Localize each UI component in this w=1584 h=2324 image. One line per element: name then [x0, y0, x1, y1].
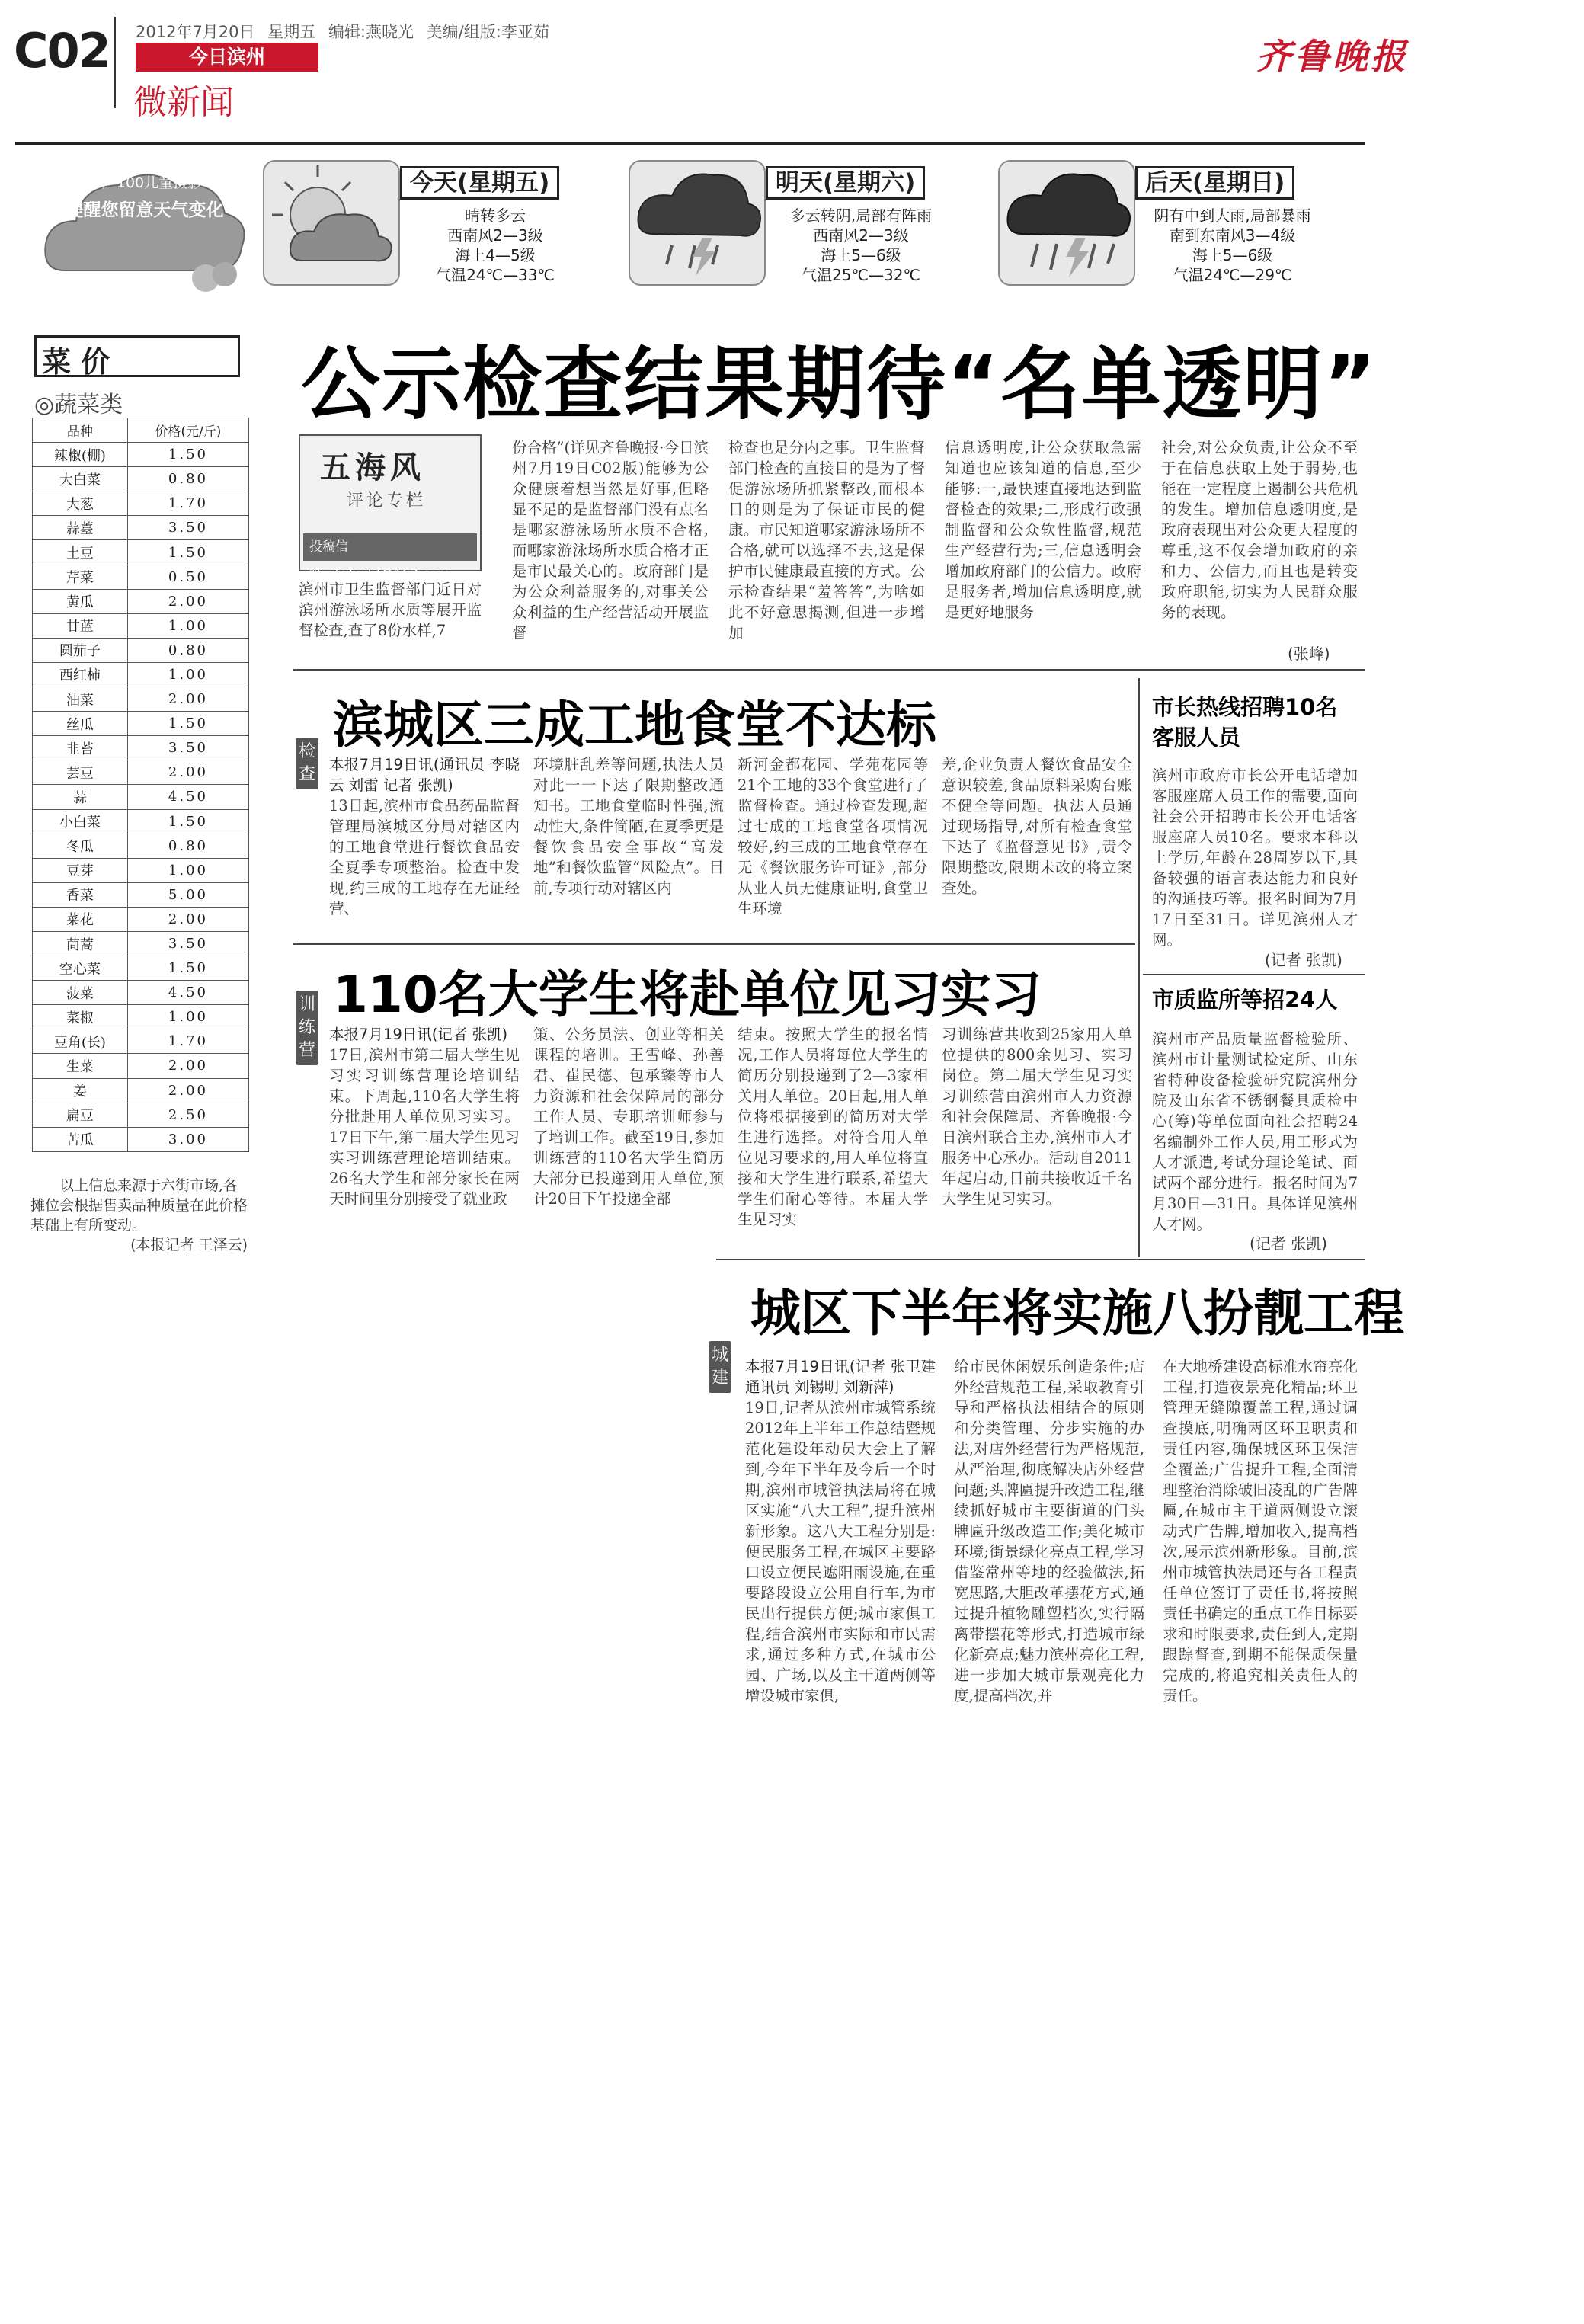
- price-row: [33, 834, 249, 858]
- price-row: [33, 1054, 249, 1078]
- weather-detail-day-after: [1139, 206, 1326, 285]
- page-number: C02: [14, 23, 110, 78]
- price-table-body: [33, 443, 249, 1152]
- price-item: 空心菜: [33, 956, 128, 981]
- price-row: [33, 443, 249, 467]
- price-row: [33, 785, 249, 809]
- price-row: [33, 1029, 249, 1054]
- price-item: 油菜: [33, 687, 128, 712]
- headline-city-projects: 城区下半年将实施八扮靓工程: [750, 1284, 1404, 1343]
- newspaper-logo: 齐鲁晚报: [1256, 36, 1409, 77]
- article2-tag: 检查: [296, 738, 318, 789]
- price-row: [33, 931, 249, 956]
- article4-col: 在大地桥建设高标准水帘亮化工程,打造夜景亮化精品;环卫管理无缝隙覆盖工程,通过调查摸底,明确两区环卫职责和责任内容,确保城区环卫保洁全覆盖;广告提升工程,全面清理整治消除破旧凌乱的广告牌匾,在城市主干道两侧设立滚动式广告牌,增加收入,提高档次,展示滨州新形象。目前,滨州市城管执法局还与各工程责任单位签订了责任书,将按照责任书确定的重点工作目标要求和时限要求,责任到人,定期跟踪督查,到期不能保质保量完成的,将追究相关责任人的责任。: [1163, 1358, 1358, 1705]
- price-item: 蒜薹: [33, 516, 128, 540]
- price-item: 菜花: [33, 907, 128, 931]
- price-value: 1.00: [127, 662, 248, 687]
- article3-tag: 训练营: [296, 991, 318, 1065]
- section-tag: 今日滨州: [136, 43, 318, 72]
- headline-students: 110名大学生将赴单位见习实习: [333, 965, 1042, 1024]
- badge-subtitle: 提醒您留意天气变化: [66, 200, 224, 220]
- section-subtitle: 微新闻: [133, 83, 234, 122]
- price-row: [33, 907, 249, 931]
- price-value: 5.00: [127, 882, 248, 907]
- sun-cloud-icon: [264, 162, 398, 284]
- price-value: 1.00: [127, 858, 248, 882]
- rain-cloud-icon: [630, 162, 764, 284]
- design-credit: 美编/组版:李亚茹: [426, 23, 549, 41]
- price-value: 4.50: [127, 981, 248, 1005]
- article2-col: 差,企业负责人餐饮食品安全意识较差,食品原料采购台账不健全等问题。执法人员通过现场指导,对所有检查食堂下达了《监督意见书》,责令限期整改,限期未改的将立案查处。: [942, 756, 1132, 897]
- price-value: 1.50: [127, 809, 248, 834]
- price-row: [33, 1127, 249, 1151]
- price-value: 2.00: [127, 1054, 248, 1078]
- price-item: 韭苔: [33, 736, 128, 760]
- section-rule: [293, 669, 1365, 671]
- weather-icon-today: [263, 160, 400, 286]
- price-row: [33, 956, 249, 981]
- price-item: 大白菜: [33, 467, 128, 491]
- price-value: 3.50: [127, 931, 248, 956]
- price-value: 3.50: [127, 736, 248, 760]
- price-item: 芹菜: [33, 565, 128, 589]
- price-item: 豆芽: [33, 858, 128, 882]
- sidebar1-credit: (记者 张凯): [1265, 951, 1342, 969]
- weather-day-after: 后天(星期日): [1135, 166, 1294, 200]
- sidebar2-headline: 市质监所等招24人: [1152, 987, 1338, 1013]
- sidebar2-credit: (记者 张凯): [1250, 1234, 1327, 1253]
- issue-date: 2012年7月20日: [136, 23, 255, 41]
- price-value: 2.00: [127, 687, 248, 712]
- weather-line: 气温24℃—33℃: [436, 266, 555, 284]
- price-header-price: 价格(元/斤): [127, 418, 248, 443]
- column-subtitle: 评论专栏: [347, 491, 427, 511]
- price-row: [33, 1005, 249, 1029]
- price-title: 菜 价: [42, 345, 110, 379]
- price-item: 苦瓜: [33, 1127, 128, 1151]
- weather-day-tomorrow: 明天(星期六): [766, 166, 925, 200]
- price-row: [33, 638, 249, 662]
- editor-credit: 编辑:燕晓光: [328, 23, 414, 41]
- article2-col-text: 13日起,滨州市食品药品监督管理局滨城区分局对辖区内的工地食堂进行餐饮食品安全夏季专项整治。检查中发现,约三成的工地存在无证经营、: [329, 797, 520, 917]
- price-value: 1.70: [127, 1029, 248, 1054]
- sidebar1-headline: 市长热线招聘10名客服人员: [1152, 694, 1338, 751]
- price-item: 菜椒: [33, 1005, 128, 1029]
- sidebar-rule: [1143, 974, 1365, 975]
- price-row: [33, 565, 249, 589]
- price-value: 2.00: [127, 907, 248, 931]
- column-mail: 投稿信箱:qlwbwhf@163.com: [303, 533, 477, 561]
- weather-line: 西南风2—3级: [813, 226, 909, 245]
- article3-col: [329, 1024, 520, 1245]
- article4-col-text: 19日,记者从滨州市城管系统2012年上半年工作总结暨规范化建设年动员大会上了解到,今年下半年及今后一个时期,滨州市城管执法局将在城区实施“八大工程”,提升滨州新形象。这八大工程分别是:便民服务工程,在城区主要路口设立便民遮阳雨设施,在重要路段设立公用自行车,为市民出行提供方便;城市家俱工程,结合滨州市实际和市民需求,通过多种方式,在城市公园、广场,以及主干道两侧等增设城市家俱,: [745, 1399, 936, 1705]
- price-item: 姜: [33, 1078, 128, 1103]
- price-value: 3.50: [127, 516, 248, 540]
- price-row: [33, 1078, 249, 1103]
- price-value: 1.70: [127, 491, 248, 516]
- article3-col: 习训练营共收到25家用人单位提供的800余见习、实习岗位。第二届大学生见习实习训练营由滨州市人力资源和社会保障局、齐鲁晚报·今日滨州联合主办,滨州市人才服务中心承办。活动自2011年起启动,目前共接收近千名大学生见习实习。: [942, 1026, 1132, 1208]
- storm-cloud-icon: [1000, 162, 1134, 284]
- price-item: 小白菜: [33, 809, 128, 834]
- article4-col: [745, 1356, 936, 1753]
- price-item: 丝瓜: [33, 712, 128, 736]
- weather-icon-tomorrow: [629, 160, 766, 286]
- weather-line: 西南风2—3级: [447, 226, 543, 245]
- price-item: 茼蒿: [33, 931, 128, 956]
- masthead-divider: [114, 17, 116, 108]
- price-category: ◎蔬菜类: [34, 392, 123, 418]
- weather-line: 气温25℃—32℃: [802, 266, 920, 284]
- weather-line: 南到东南风3—4级: [1169, 226, 1296, 245]
- article1-col: 滨州市卫生监督部门近日对滨州游泳场所水质等展开监督检查,查了8份水样,7: [299, 581, 482, 639]
- price-item: 扁豆: [33, 1103, 128, 1127]
- price-value: 1.00: [127, 1005, 248, 1029]
- price-value: 2.00: [127, 589, 248, 613]
- price-value: 2.50: [127, 1103, 248, 1127]
- weather-day-today: 今天(星期五): [400, 166, 559, 200]
- issue-weekday: 星期五: [267, 23, 316, 41]
- price-row: [33, 760, 249, 785]
- price-item: 甘蓝: [33, 613, 128, 638]
- price-item: 菠菜: [33, 981, 128, 1005]
- price-item: 豆角(长): [33, 1029, 128, 1054]
- price-row: [33, 540, 249, 565]
- price-item: 黄瓜: [33, 589, 128, 613]
- headline-main: 公示检查结果期待“名单透明”: [301, 338, 1378, 431]
- price-credit: (本报记者 王泽云): [130, 1237, 248, 1253]
- price-item: 生菜: [33, 1054, 128, 1078]
- price-value: 4.50: [127, 785, 248, 809]
- price-value: 0.50: [127, 565, 248, 589]
- badge-title: 小广100儿童摄影: [87, 174, 203, 191]
- price-value: 3.00: [127, 1127, 248, 1151]
- price-value: 2.00: [127, 1078, 248, 1103]
- weather-line: 晴转多云: [465, 206, 526, 225]
- price-row: [33, 736, 249, 760]
- price-row: [33, 858, 249, 882]
- article3-byline: 本报7月19日讯(记者 张凯): [329, 1026, 508, 1043]
- price-item: 辣椒(棚): [33, 443, 128, 467]
- headline-canteen: 滨城区三成工地食堂不达标: [333, 696, 936, 754]
- weather-detail-tomorrow: [766, 206, 956, 285]
- weather-detail-today: [411, 206, 579, 285]
- price-row: [33, 1103, 249, 1127]
- price-value: 1.50: [127, 540, 248, 565]
- section-rule: [716, 1259, 1365, 1260]
- article2-col: 新河金都花园、学苑花园等21个工地的33个食堂进行了监督检查。通过检查发现,超过七成的工地食堂各项情况较好,约三成的工地食堂存在无《餐饮服务许可证》,部分从业人员无健康证明,食堂卫生环境: [738, 756, 928, 917]
- price-row: [33, 613, 249, 638]
- article3-col: 结束。按照大学生的报名情况,工作人员将每位大学生的简历分别投递到了2—3家相关用人单位。20日起,用人单位将根据接到的简历对大学生进行选择。对符合用人单位见习要求的,用人单位将直接和大学生进行联系,希望大学生们耐心等待。本届大学生见习实: [738, 1026, 928, 1228]
- column-title: 五海风: [320, 450, 425, 485]
- sidebar1-body: 滨州市政府市长公开电话增加客服座席人员工作的需要,面向社会公开招聘市长公开电话客服座席人员10名。要求本科以上学历,年龄在28周岁以下,具备较强的语言表达能力和良好的沟通技巧等。报名时间为7月17日至31日。详见滨州人才网。: [1152, 767, 1358, 949]
- masthead-rule: [15, 142, 1365, 145]
- article2-col: 环境脏乱差等问题,执法人员对此一一下达了限期整改通知书。工地食堂临时性强,流动性大,条件简陋,在夏季更是餐饮食品安全事故“高发地”和餐饮监管“风险点”。目前,专项行动对辖区内: [533, 756, 724, 897]
- price-row: [33, 981, 249, 1005]
- article1-credit: (张峰): [1288, 645, 1330, 663]
- weather-line: 海上4—5级: [455, 246, 536, 264]
- price-row: [33, 491, 249, 516]
- price-note-text: 以上信息来源于六街市场,各摊位会根据售卖品种质量在此价格基础上有所变动。: [30, 1177, 248, 1234]
- weather-line: 阴有中到大雨,局部暴雨: [1154, 206, 1311, 225]
- sidebar-divider: [1138, 678, 1140, 1257]
- price-note: [30, 1176, 248, 1255]
- price-value: 1.50: [127, 712, 248, 736]
- price-item: 香菜: [33, 882, 128, 907]
- price-value: 1.50: [127, 956, 248, 981]
- price-value: 2.00: [127, 760, 248, 785]
- price-row: [33, 516, 249, 540]
- price-item: 大葱: [33, 491, 128, 516]
- article1-col: 检查也是分内之事。卫生监督部门检查的直接目的是为了督促游泳场所抓紧整改,而根本目的则是为了保证市民的健康。市民知道哪家游泳场所不合格,就可以选择不去,这是保护市民健康最直接的方式。公示检查结果“羞答答”,为啥如此不好意思揭测,但进一步增加: [728, 439, 925, 642]
- price-value: 0.80: [127, 834, 248, 858]
- article1-col: 份合格”(详见齐鲁晚报·今日滨州7月19日C02版)能够为公众健康着想当然是好事,但略显不足的是监督部门没有点名是哪家游泳场所水质不合格,而哪家游泳场所水质合格才正是市民最关心的。政府部门是为公众利益服务的,对事关公众利益的生产经营活动开展监督: [512, 439, 709, 642]
- price-item: 土豆: [33, 540, 128, 565]
- price-header-row: [33, 418, 249, 443]
- issue-meta: [136, 20, 549, 43]
- article4-col: 给市民休闲娱乐创造条件;店外经营规范工程,采取教育引导和严格执法相结合的原则和分类管理、分步实施的办法,对店外经营行为严格规范,从严治理,彻底解决店外经营问题;头牌匾提升改造工程,继续抓好城市主要街道的门头牌匾升级改造工作;美化城市环境;街景绿化亮点工程,学习借鉴常州等地的经验做法,拓宽思路,大胆改革摆花方式,通过提升植物雕塑档次,实行隔离带摆花等形式,打造城市绿化新亮点;魅力滨州亮化工程,进一步加大城市景观亮化力度,提高档次,并: [954, 1358, 1144, 1705]
- price-value: 0.80: [127, 467, 248, 491]
- price-row: [33, 662, 249, 687]
- article4-tag: 城建: [709, 1341, 731, 1393]
- article2-col: [329, 754, 520, 936]
- weather-line: 多云转阴,局部有阵雨: [789, 206, 933, 225]
- price-row: [33, 809, 249, 834]
- price-row: [33, 712, 249, 736]
- price-row: [33, 589, 249, 613]
- price-value: 0.80: [127, 638, 248, 662]
- weather-icon-day-after: [998, 160, 1135, 286]
- price-item: 冬瓜: [33, 834, 128, 858]
- price-row: [33, 467, 249, 491]
- weather-line: 海上5—6级: [1192, 246, 1273, 264]
- article2-byline: 本报7月19日讯(通讯员 李晓云 刘雷 记者 张凯): [329, 756, 520, 794]
- price-header-item: 品种: [33, 418, 128, 443]
- price-table: [32, 418, 249, 1152]
- price-item: 西红柿: [33, 662, 128, 687]
- price-row: [33, 882, 249, 907]
- sidebar2-body: 滨州市产品质量监督检验所、滨州市计量测试检定所、山东省特种设备检验研究院滨州分院及山东省不锈钢餐具质检中心(筹)等单位面向社会招聘24名编制外工作人员,用工形式为人才派遣,考试分理论笔试、面试两个部分进行。报名时间为7月30日—31日。具体详见滨州人才网。: [1152, 1030, 1358, 1233]
- weather-line: 气温24℃—29℃: [1173, 266, 1292, 284]
- article1-col: 信息透明度,让公众获取急需知道也应该知道的信息,至少能够:一,最快速直接地达到监督检查的效果;二,形成行政强制监督和公众软性监督,规范生产经营行为;三,信息透明会增加政府部门的公信力。政府是服务者,增加信息透明度,就是更好地服务: [945, 439, 1141, 621]
- price-value: 1.00: [127, 613, 248, 638]
- weather-sponsor-badge: [42, 156, 248, 309]
- section-rule: [293, 943, 1135, 945]
- article3-col-text: 17日,滨州市第二届大学生见习实习训练营理论培训结束。下周起,110名大学生将分批赴用人单位见习实习。17日下午,第二届大学生见习实习训练营理论培训结束。26名大学生和部分家长在两天时间里分别接受了就业政: [329, 1046, 520, 1208]
- article3-col: 策、公务员法、创业等相关课程的培训。王雪峰、孙善君、崔民德、包承臻等市人力资源和社会保障局的部分工作人员、专职培训师参与了培训工作。截至19日,参加训练营的110名大学生简历大部分已投递到用人单位,预计20日下午投递全部: [533, 1026, 724, 1208]
- price-row: [33, 687, 249, 712]
- price-value: 1.50: [127, 443, 248, 467]
- weather-line: 海上5—6级: [821, 246, 901, 264]
- price-item: 蒜: [33, 785, 128, 809]
- price-item: 圆茄子: [33, 638, 128, 662]
- article1-col: 社会,对公众负责,让公众不至于在信息获取上处于弱势,也能在一定程度上遏制公共危机的发生。增加信息透明度,是政府表现出对公众更大程度的尊重,这不仅会增加政府的亲和力、公信力,而且也是转变政府职能,切实为人民群众服务的表现。: [1161, 439, 1358, 621]
- price-item: 芸豆: [33, 760, 128, 785]
- article4-byline: 本报7月19日讯(记者 张卫建 通讯员 刘锡明 刘新萍): [745, 1358, 936, 1396]
